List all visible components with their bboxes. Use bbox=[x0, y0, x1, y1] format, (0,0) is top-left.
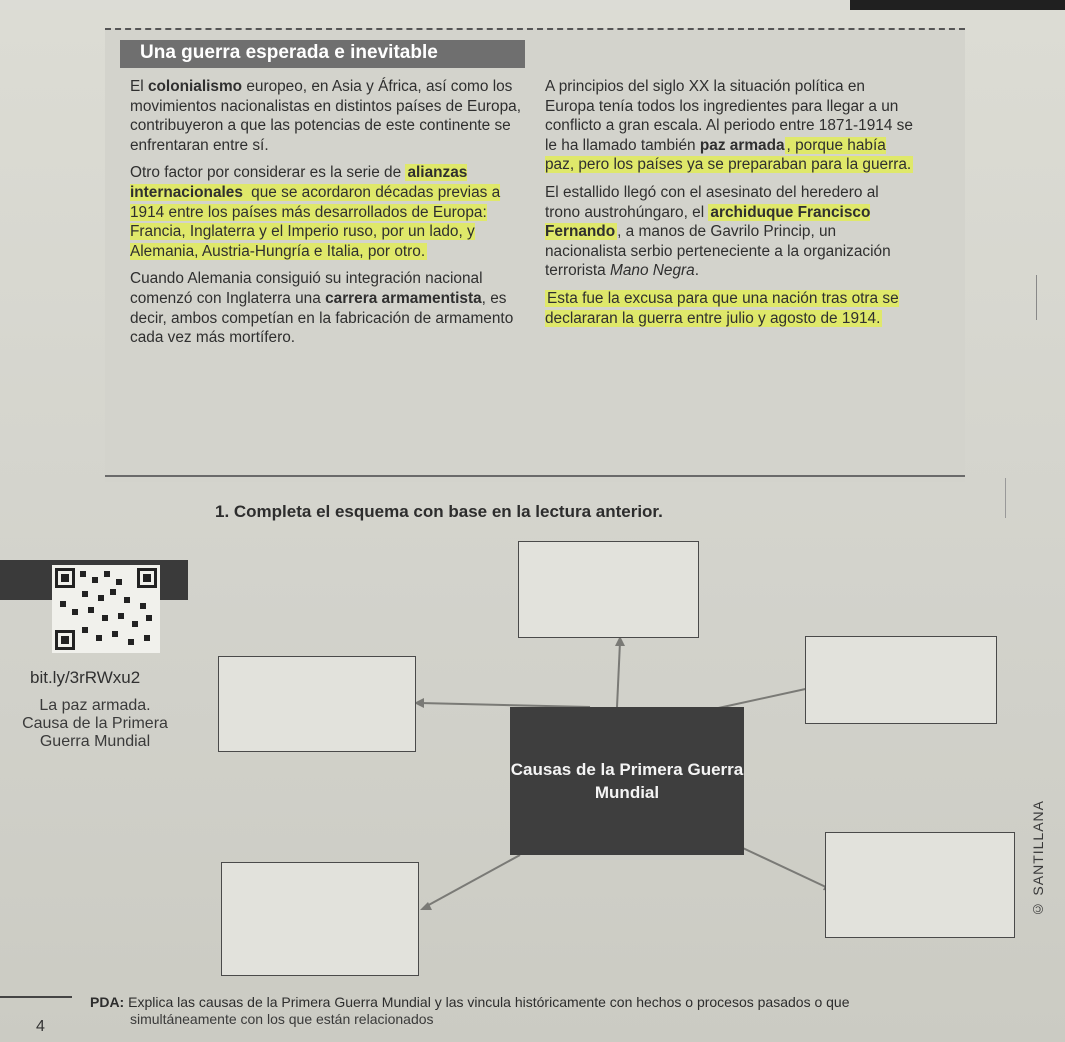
term-paz-armada: paz armada bbox=[699, 136, 785, 154]
paragraph-colonialismo: El colonialismo europeo, en Asia y África, así como los movimientos nacionalistas en distintos países de Europa, contribuyeron a que las potencias de este continente se enfrentaran entre sí. bbox=[130, 78, 521, 154]
pda-note-line2: simultáneamente con los que están relacionados bbox=[130, 1011, 434, 1027]
pda-label: PDA: bbox=[90, 994, 125, 1010]
qr-link[interactable]: bit.ly/3rRWxu2 bbox=[30, 668, 141, 687]
answer-box-right[interactable] bbox=[805, 636, 997, 724]
copyright-mark: © SANTILLANA bbox=[1030, 800, 1046, 918]
paragraph-alianzas: Otro factor por considerar es la serie de alianzas internacionales que se acordaron décadas previas a 1914 entre los países más desarrollados de Europa: Francia, Inglaterra y el Imperio ruso, por un lado, y Alemania, Austria-Hungría e Italia, por otro. bbox=[130, 164, 501, 260]
reading-title: Una guerra esperada e inevitable bbox=[140, 42, 438, 63]
footer-mark: 4 bbox=[36, 1018, 45, 1035]
answer-box-bottom-right[interactable] bbox=[825, 832, 1015, 938]
paragraph-excusa: Esta fue la excusa para que una nación tras otra se declararan la guerra entre julio y agosto de 1914. bbox=[545, 289, 899, 327]
qr-caption: La paz armada. Causa de la Primera Guerra Mundial bbox=[22, 697, 168, 750]
term-alianzas-internacionales: alianzas internacionales bbox=[130, 164, 468, 201]
answer-box-left[interactable] bbox=[218, 656, 416, 752]
exercise-instruction: 1. Completa el esquema con base en la lectura anterior. bbox=[215, 502, 663, 521]
scheme-center-label: Causas de la Primera Guerra Mundial bbox=[510, 760, 744, 802]
term-carrera-armamentista: carrera armamentista bbox=[325, 289, 482, 307]
footer-rule bbox=[0, 996, 72, 998]
answer-box-bottom-left[interactable] bbox=[221, 862, 419, 976]
pda-note: PDA: Explica las causas de la Primera Guerra Mundial y las vincula históricamente con hechos o procesos pasados o que bbox=[90, 994, 850, 1010]
scheme-center-box bbox=[510, 707, 744, 855]
paragraph-estallido: El estallido llegó con el asesinato del heredero al trono austrohúngaro, el archiduque Francisco Fernando , a manos de Gavrilo Princip, un nacionalista serbio perteneciente a la organización terrorista Mano Negra. bbox=[545, 183, 891, 280]
term-mano-negra: Mano Negra bbox=[610, 262, 695, 280]
term-archiduque: archiduque Francisco Fernando bbox=[545, 203, 871, 241]
paragraph-paz-armada: A principios del siglo XX la situación política en Europa tenía todos los ingredientes para llegar a un conflicto a gran escala. Al periodo entre 1871-1914 se le ha llamado también paz armada , porque había paz, pero los países ya se preparaban para la guerra. bbox=[545, 78, 913, 174]
paragraph-carrera-armamentista: Cuando Alemania consiguió su integración nacional comenzó con Inglaterra una carrera armamentista, es decir, ambos competían en la fabricación de armamento cada vez más mortífero. bbox=[130, 270, 514, 347]
answer-box-top[interactable] bbox=[518, 541, 699, 638]
term-colonialismo: colonialismo bbox=[147, 78, 243, 95]
